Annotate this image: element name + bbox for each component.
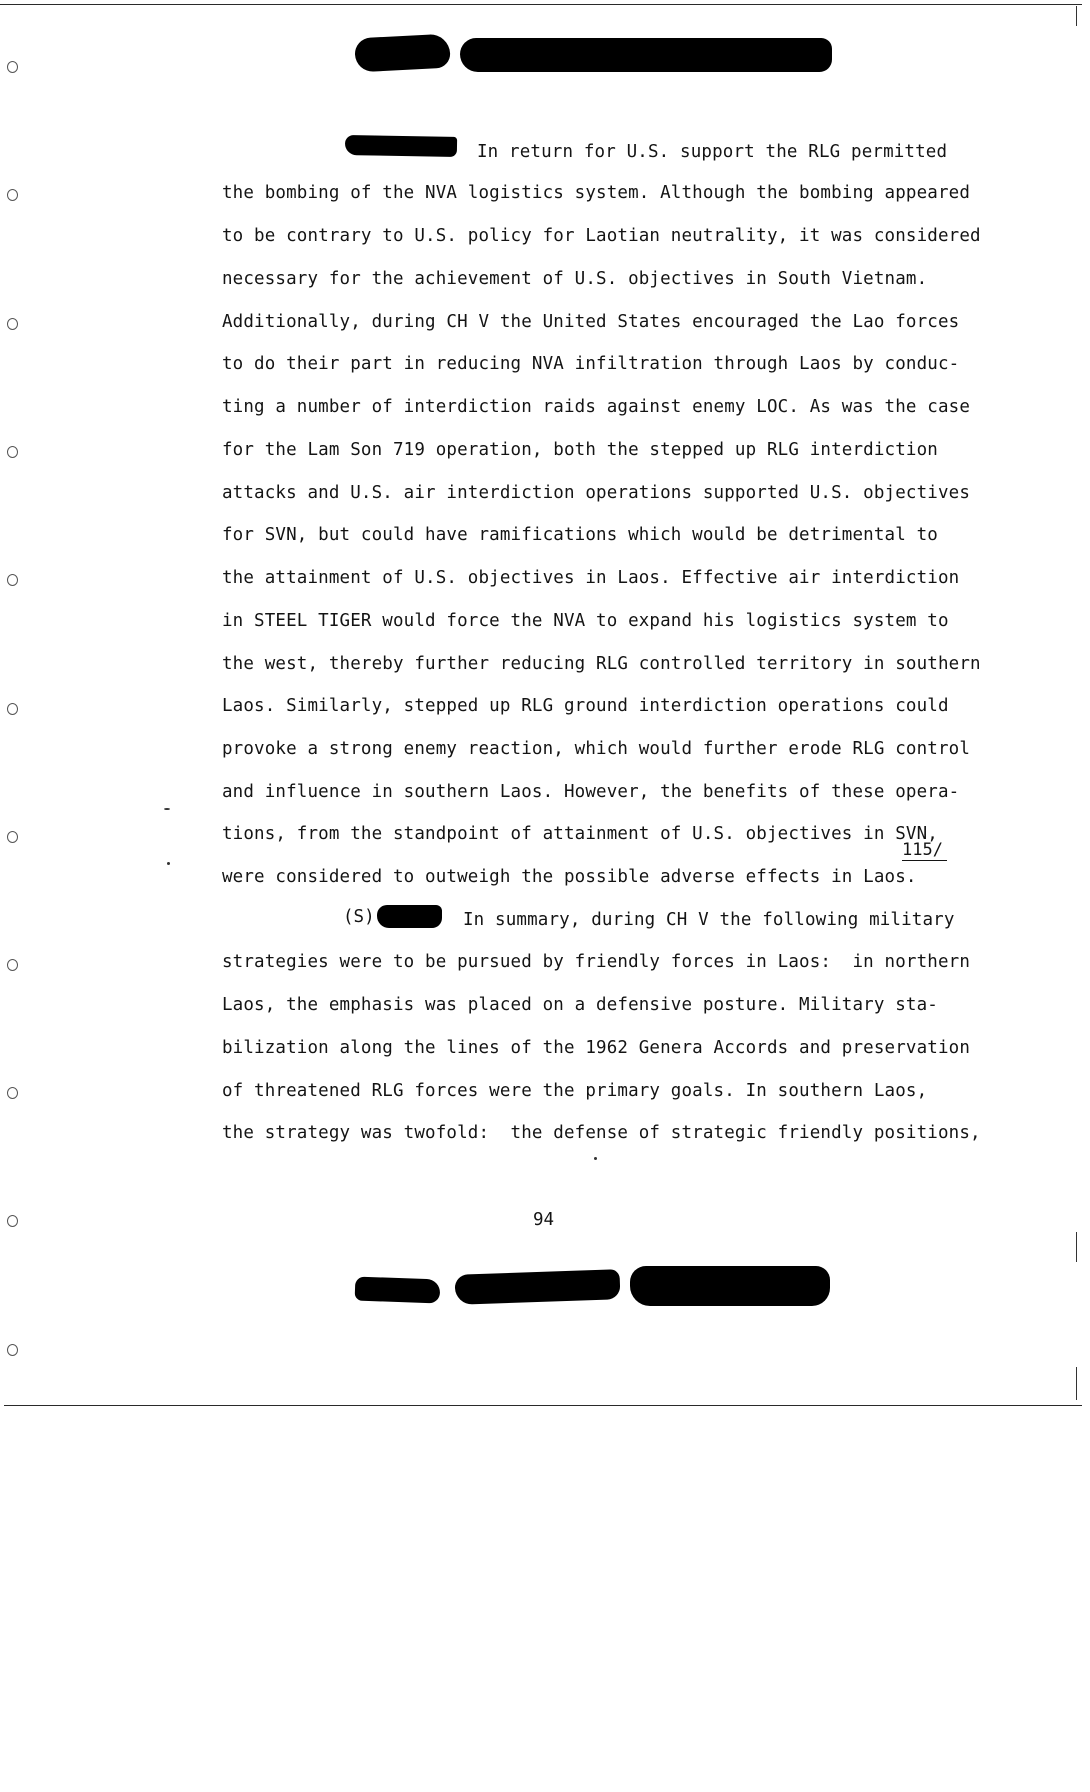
text-line: to do their part in reducing NVA infiltration through Laos by conduc-: [222, 354, 960, 374]
scan-speck: [167, 862, 170, 865]
binder-hole-icon: [7, 318, 18, 330]
binder-hole-icon: [7, 831, 18, 843]
bottom-border-line: [4, 1405, 1082, 1406]
text-line: attacks and U.S. air interdiction operations supported U.S. objectives: [222, 483, 971, 503]
top-border-line: [0, 4, 1082, 5]
text-line: provoke a strong enemy reaction, which would further erode RLG control: [222, 739, 971, 759]
binder-hole-icon: [7, 189, 18, 201]
binder-hole-icon: [7, 703, 18, 715]
text-line: were considered to outweigh the possible adverse effects in Laos.: [222, 867, 917, 887]
text-line: and influence in southern Laos. However, the benefits of these opera-: [222, 782, 960, 802]
text-line: the strategy was twofold: the defense of strategic friendly positions,: [222, 1123, 981, 1143]
binder-hole-icon: [7, 959, 18, 971]
text-line: bilization along the lines of the 1962 Genera Accords and preservation: [222, 1038, 971, 1058]
text-line: of threatened RLG forces were the primary goals. In southern Laos,: [222, 1081, 928, 1101]
edge-mark: [1076, 6, 1077, 26]
text-line: Additionally, during CH V the United States encouraged the Lao forces: [222, 312, 960, 332]
text-line: to be contrary to U.S. policy for Laotian neutrality, it was considered: [222, 226, 981, 246]
text-line: the attainment of U.S. objectives in Laos. Effective air interdiction: [222, 568, 960, 588]
binder-hole-icon: [7, 574, 18, 586]
text-line: the bombing of the NVA logistics system. Although the bombing appeared: [222, 183, 971, 203]
page-number: 94: [533, 1210, 555, 1230]
paragraph-2-classification-prefix: (S): [343, 907, 375, 927]
scan-speck: [164, 808, 170, 810]
footnote-reference: 115/: [902, 840, 947, 861]
text-line: Laos. Similarly, stepped up RLG ground interdiction operations could: [222, 696, 949, 716]
edge-mark: [1076, 1232, 1077, 1262]
text-line: for the Lam Son 719 operation, both the stepped up RLG interdiction: [222, 440, 938, 460]
binder-hole-icon: [7, 1344, 18, 1356]
scan-speck: [594, 1157, 597, 1160]
binder-hole-icon: [7, 1215, 18, 1227]
text-line: ting a number of interdiction raids against enemy LOC. As was the case: [222, 397, 971, 417]
text-line: In return for U.S. support the RLG permitted: [477, 142, 948, 162]
text-line: for SVN, but could have ramifications which would be detrimental to: [222, 525, 938, 545]
text-line: In summary, during CH V the following military: [463, 910, 955, 930]
binder-hole-icon: [7, 1087, 18, 1099]
text-line: tions, from the standpoint of attainment of U.S. objectives in SVN,: [222, 824, 938, 844]
text-line: Laos, the emphasis was placed on a defensive posture. Military sta-: [222, 995, 938, 1015]
binder-hole-icon: [7, 446, 18, 458]
edge-mark: [1076, 1367, 1077, 1400]
text-line: strategies were to be pursued by friendly forces in Laos: in northern: [222, 952, 971, 972]
binder-hole-icon: [7, 61, 18, 73]
text-line: in STEEL TIGER would force the NVA to expand his logistics system to: [222, 611, 949, 631]
text-line: necessary for the achievement of U.S. objectives in South Vietnam.: [222, 269, 928, 289]
text-line: the west, thereby further reducing RLG controlled territory in southern: [222, 654, 981, 674]
